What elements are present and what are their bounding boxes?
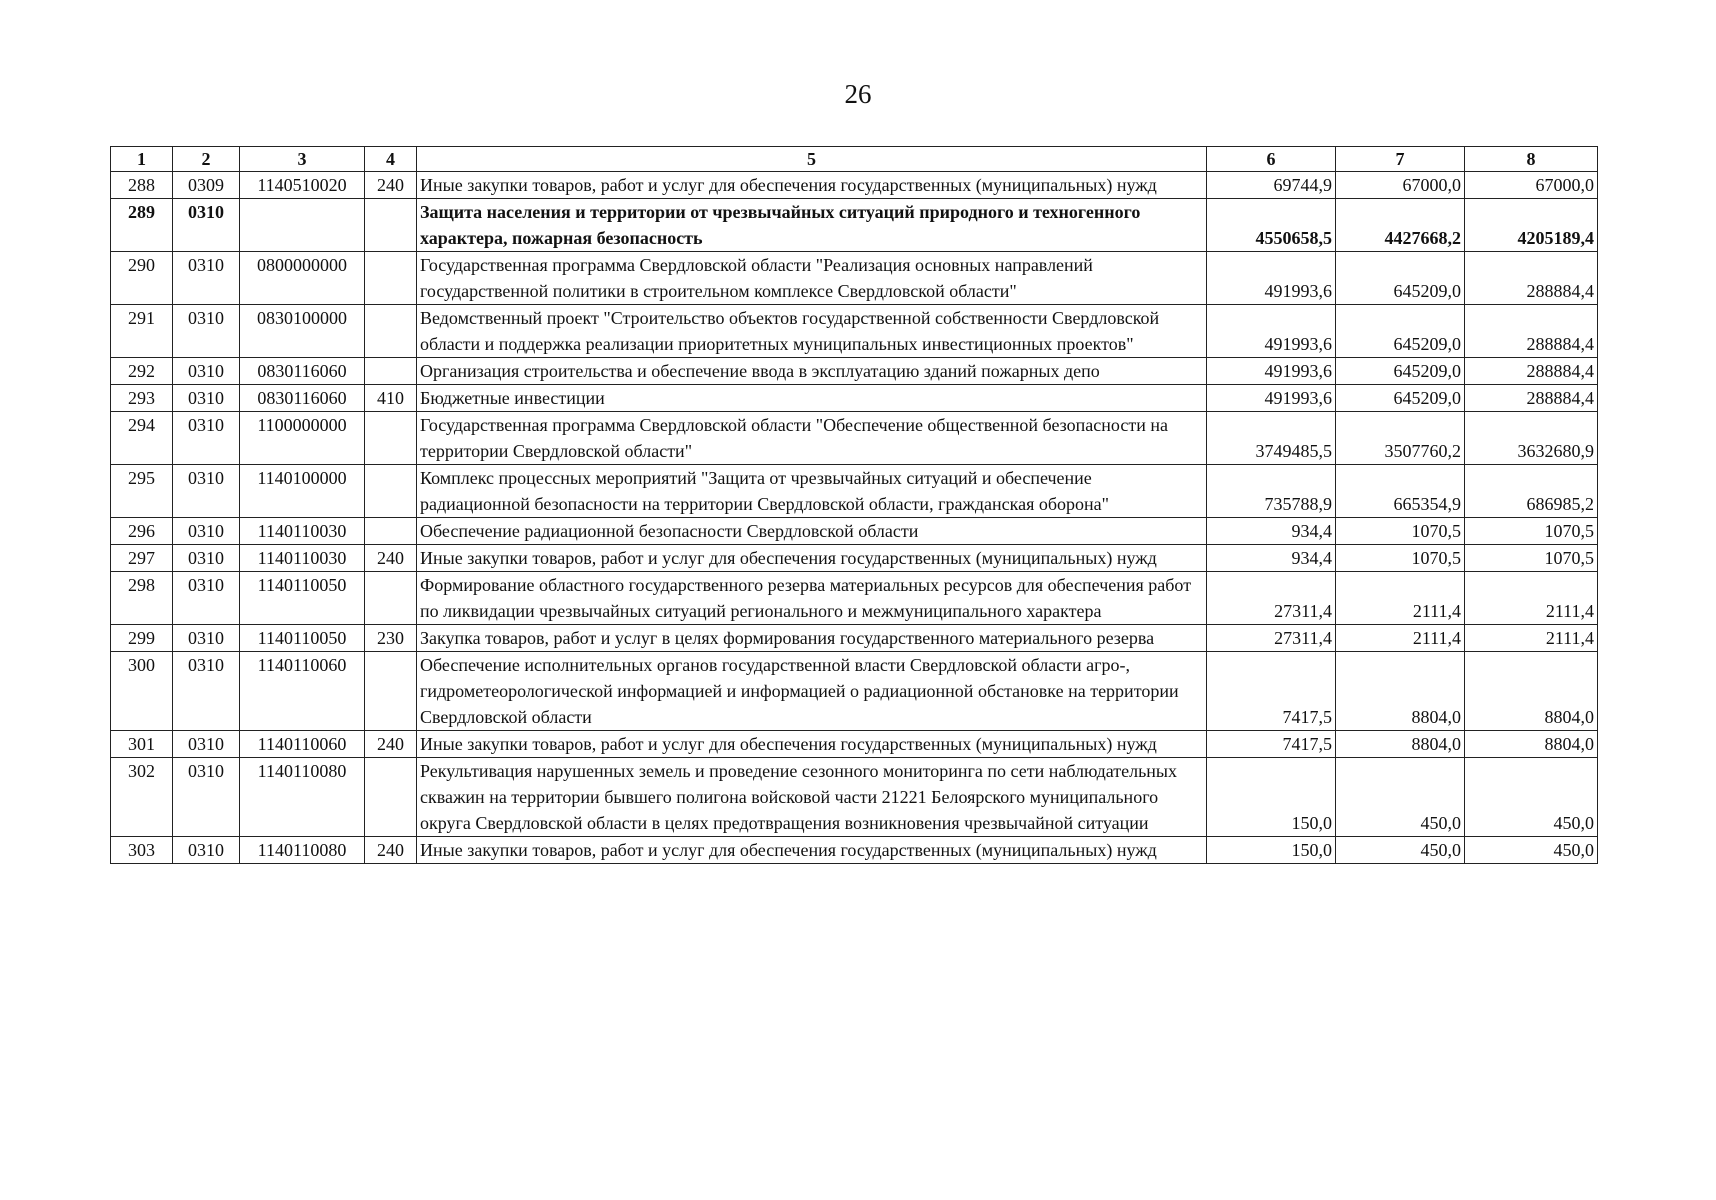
section-code-cell: 0310 [173,385,240,412]
table-header-row [111,147,1598,172]
amount-col8-cell: 8804,0 [1465,652,1598,731]
amount-col6-cell: 3749485,5 [1207,412,1336,465]
amount-col7-cell: 665354,9 [1336,465,1465,518]
amount-col7-cell: 450,0 [1336,837,1465,864]
amount-col7-cell: 8804,0 [1336,652,1465,731]
amount-col6-cell: 934,4 [1207,518,1336,545]
amount-col7-cell: 3507760,2 [1336,412,1465,465]
amount-col6-cell: 491993,6 [1207,358,1336,385]
expense-type-cell: 240 [365,837,417,864]
expense-type-cell [365,518,417,545]
row-number-cell: 289 [111,199,173,252]
section-code-cell: 0310 [173,518,240,545]
expense-type-cell: 240 [365,545,417,572]
expense-type-cell [365,652,417,731]
row-number-cell: 288 [111,172,173,199]
table-row [111,545,1598,572]
item-name-cell: Иные закупки товаров, работ и услуг для обеспечения государственных (муниципальных) нужд [417,731,1207,758]
section-code-cell: 0310 [173,837,240,864]
table-row [111,625,1598,652]
amount-col6-cell: 491993,6 [1207,305,1336,358]
amount-col8-cell: 288884,4 [1465,385,1598,412]
row-number-cell: 303 [111,837,173,864]
column-header: 4 [365,147,417,172]
table-row [111,465,1598,518]
expense-type-cell [365,572,417,625]
expense-type-cell [365,412,417,465]
column-header: 6 [1207,147,1336,172]
budget-table [110,146,1598,864]
table-row [111,758,1598,837]
amount-col8-cell: 686985,2 [1465,465,1598,518]
amount-col6-cell: 491993,6 [1207,385,1336,412]
amount-col6-cell: 27311,4 [1207,625,1336,652]
target-code-cell: 0830116060 [240,385,365,412]
expense-type-cell [365,358,417,385]
table-row [111,385,1598,412]
amount-col8-cell: 2111,4 [1465,572,1598,625]
item-name-cell: Иные закупки товаров, работ и услуг для обеспечения государственных (муниципальных) нужд [417,172,1207,199]
expense-type-cell [365,465,417,518]
page-number: 26 [844,79,872,109]
table-row [111,199,1598,252]
section-code-cell: 0310 [173,758,240,837]
row-number-cell: 292 [111,358,173,385]
item-name-cell: Государственная программа Свердловской области "Обеспечение общественной безопасности на территории Свердловской области" [417,412,1207,465]
table-row [111,305,1598,358]
target-code-cell: 1140110080 [240,758,365,837]
amount-col7-cell: 1070,5 [1336,518,1465,545]
expense-type-cell: 240 [365,731,417,758]
item-name-cell: Формирование областного государственного резерва материальных ресурсов для обеспечения работ по ликвидации чрезвычайных ситуаций регионального и межмуниципального характера [417,572,1207,625]
row-number-cell: 295 [111,465,173,518]
amount-col6-cell: 934,4 [1207,545,1336,572]
column-header: 1 [111,147,173,172]
amount-col8-cell: 1070,5 [1465,545,1598,572]
amount-col7-cell: 2111,4 [1336,625,1465,652]
item-name-cell: Иные закупки товаров, работ и услуг для обеспечения государственных (муниципальных) нужд [417,837,1207,864]
target-code-cell: 1140510020 [240,172,365,199]
row-number-cell: 291 [111,305,173,358]
amount-col8-cell: 67000,0 [1465,172,1598,199]
row-number-cell: 301 [111,731,173,758]
target-code-cell [240,199,365,252]
amount-col8-cell: 2111,4 [1465,625,1598,652]
item-name-cell: Обеспечение радиационной безопасности Свердловской области [417,518,1207,545]
table-row [111,172,1598,199]
column-header: 2 [173,147,240,172]
target-code-cell: 1140110030 [240,518,365,545]
section-code-cell: 0310 [173,412,240,465]
table-row [111,572,1598,625]
section-code-cell: 0310 [173,731,240,758]
target-code-cell: 1140100000 [240,465,365,518]
amount-col6-cell: 7417,5 [1207,652,1336,731]
target-code-cell: 0800000000 [240,252,365,305]
expense-type-cell [365,758,417,837]
table-row [111,731,1598,758]
target-code-cell: 1140110060 [240,652,365,731]
table-row [111,518,1598,545]
amount-col7-cell: 645209,0 [1336,305,1465,358]
amount-col6-cell: 27311,4 [1207,572,1336,625]
amount-col8-cell: 288884,4 [1465,252,1598,305]
amount-col6-cell: 150,0 [1207,837,1336,864]
table-row [111,652,1598,731]
amount-col6-cell: 69744,9 [1207,172,1336,199]
expense-type-cell [365,252,417,305]
section-code-cell: 0309 [173,172,240,199]
item-name-cell: Закупка товаров, работ и услуг в целях формирования государственного материального резерва [417,625,1207,652]
section-code-cell: 0310 [173,305,240,358]
expense-type-cell: 230 [365,625,417,652]
target-code-cell: 1140110060 [240,731,365,758]
column-header: 7 [1336,147,1465,172]
target-code-cell: 0830100000 [240,305,365,358]
section-code-cell: 0310 [173,572,240,625]
item-name-cell: Бюджетные инвестиции [417,385,1207,412]
amount-col7-cell: 645209,0 [1336,252,1465,305]
target-code-cell: 1140110050 [240,625,365,652]
amount-col7-cell: 450,0 [1336,758,1465,837]
amount-col6-cell: 150,0 [1207,758,1336,837]
item-name-cell: Обеспечение исполнительных органов государственной власти Свердловской области агро-, гидрометеорологической информацией и информацией о радиационной обстановке на территории Свердловской области [417,652,1207,731]
section-code-cell: 0310 [173,545,240,572]
section-code-cell: 0310 [173,652,240,731]
amount-col6-cell: 491993,6 [1207,252,1336,305]
expense-type-cell: 240 [365,172,417,199]
column-header: 5 [417,147,1207,172]
item-name-cell: Рекультивация нарушенных земель и проведение сезонного мониторинга по сети наблюдательных скважин на территории бывшего полигона войсковой части 21221 Белоярского муниципального округа Свердловской области в целях предотвращения возникновения чрезвычайной ситуации [417,758,1207,837]
target-code-cell: 1140110030 [240,545,365,572]
amount-col8-cell: 288884,4 [1465,305,1598,358]
row-number-cell: 298 [111,572,173,625]
target-code-cell: 1140110050 [240,572,365,625]
row-number-cell: 296 [111,518,173,545]
amount-col8-cell: 1070,5 [1465,518,1598,545]
item-name-cell: Защита населения и территории от чрезвычайных ситуаций природного и техногенного характера, пожарная безопасность [417,199,1207,252]
amount-col8-cell: 3632680,9 [1465,412,1598,465]
column-header: 3 [240,147,365,172]
item-name-cell: Организация строительства и обеспечение ввода в эксплуатацию зданий пожарных депо [417,358,1207,385]
table-row [111,252,1598,305]
amount-col8-cell: 288884,4 [1465,358,1598,385]
column-header: 8 [1465,147,1598,172]
item-name-cell: Государственная программа Свердловской области "Реализация основных направлений государственной политики в строительном комплексе Свердловской области" [417,252,1207,305]
row-number-cell: 290 [111,252,173,305]
section-code-cell: 0310 [173,252,240,305]
row-number-cell: 300 [111,652,173,731]
amount-col6-cell: 735788,9 [1207,465,1336,518]
section-code-cell: 0310 [173,199,240,252]
amount-col7-cell: 645209,0 [1336,385,1465,412]
amount-col7-cell: 4427668,2 [1336,199,1465,252]
item-name-cell: Комплекс процессных мероприятий "Защита от чрезвычайных ситуаций и обеспечение радиационной безопасности на территории Свердловской области, гражданская оборона" [417,465,1207,518]
row-number-cell: 293 [111,385,173,412]
table-row [111,358,1598,385]
amount-col8-cell: 8804,0 [1465,731,1598,758]
section-code-cell: 0310 [173,625,240,652]
amount-col8-cell: 4205189,4 [1465,199,1598,252]
amount-col7-cell: 2111,4 [1336,572,1465,625]
expense-type-cell [365,199,417,252]
section-code-cell: 0310 [173,465,240,518]
amount-col6-cell: 4550658,5 [1207,199,1336,252]
expense-type-cell [365,305,417,358]
item-name-cell: Ведомственный проект "Строительство объектов государственной собственности Свердловской области и поддержка реализации приоритетных муниципальных инвестиционных проектов" [417,305,1207,358]
target-code-cell: 0830116060 [240,358,365,385]
table-row [111,837,1598,864]
row-number-cell: 299 [111,625,173,652]
amount-col8-cell: 450,0 [1465,837,1598,864]
expense-type-cell: 410 [365,385,417,412]
row-number-cell: 297 [111,545,173,572]
amount-col7-cell: 67000,0 [1336,172,1465,199]
table-row [111,412,1598,465]
amount-col8-cell: 450,0 [1465,758,1598,837]
amount-col7-cell: 1070,5 [1336,545,1465,572]
target-code-cell: 1140110080 [240,837,365,864]
target-code-cell: 1100000000 [240,412,365,465]
item-name-cell: Иные закупки товаров, работ и услуг для обеспечения государственных (муниципальных) нужд [417,545,1207,572]
section-code-cell: 0310 [173,358,240,385]
amount-col7-cell: 8804,0 [1336,731,1465,758]
row-number-cell: 302 [111,758,173,837]
amount-col7-cell: 645209,0 [1336,358,1465,385]
row-number-cell: 294 [111,412,173,465]
amount-col6-cell: 7417,5 [1207,731,1336,758]
